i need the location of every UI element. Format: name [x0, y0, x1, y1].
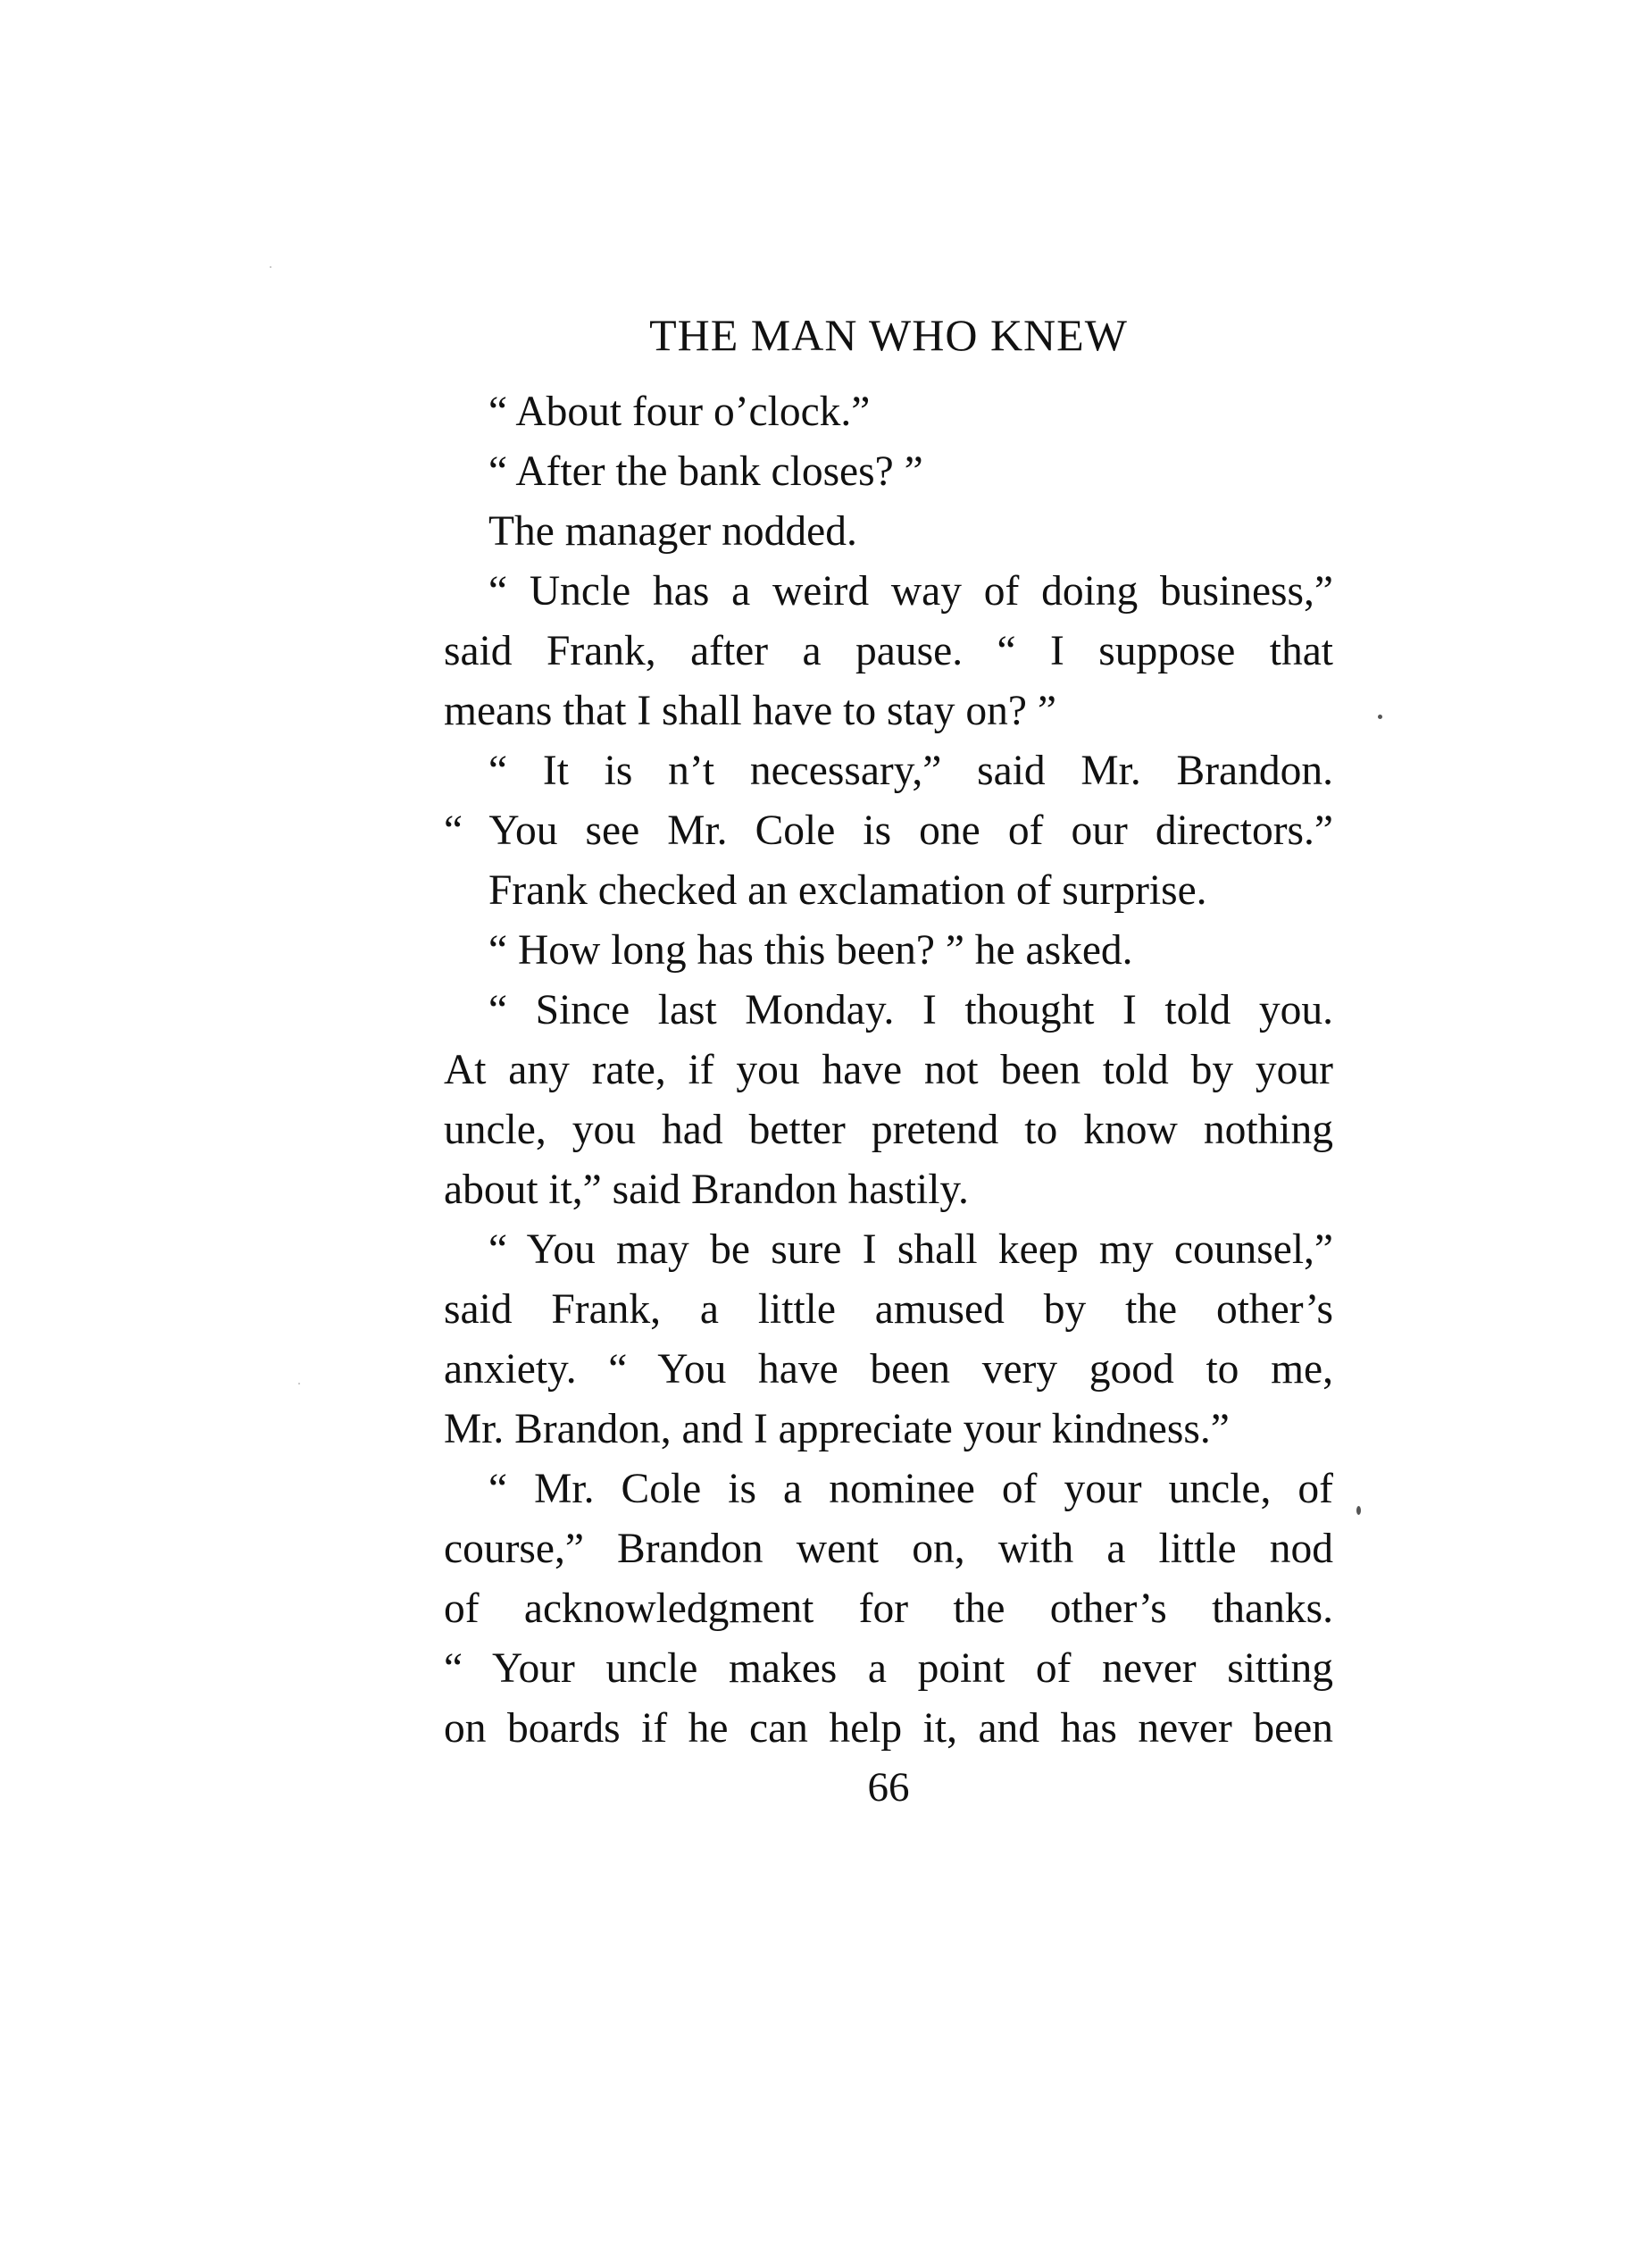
text-line: Mr. Brandon, and I appreciate your kindness.” — [444, 1406, 1230, 1452]
text-line: uncle, you had better pretend to know nothing — [444, 1107, 1333, 1153]
page-number: 66 — [867, 1764, 910, 1811]
text-line: “ After the bank closes? ” — [488, 448, 923, 495]
text-line: about it,” said Brandon hastily. — [444, 1167, 969, 1213]
scan-speck — [298, 1383, 300, 1384]
text-line: At any rate, if you have not been told by your — [444, 1047, 1333, 1093]
text-line: “ About four o’clock.” — [488, 389, 871, 435]
text-line: means that I shall have to stay on? ” — [444, 688, 1056, 734]
text-line: said Frank, after a pause. “ I suppose that — [444, 628, 1333, 674]
scan-speck — [1356, 1506, 1361, 1515]
text-line: of acknowledgment for the other’s thanks. — [444, 1585, 1333, 1632]
text-line: “ Your uncle makes a point of never sitting — [444, 1645, 1333, 1692]
text-line: anxiety. “ You have been very good to me, — [444, 1346, 1333, 1393]
text-line: “ You may be sure I shall keep my counsel,” — [488, 1226, 1333, 1273]
text-line: on boards if he can help it, and has never been — [444, 1705, 1333, 1752]
text-line: course,” Brandon went on, with a little nod — [444, 1526, 1333, 1572]
text-line: “ Since last Monday. I thought I told you. — [488, 987, 1333, 1033]
text-line: The manager nodded. — [488, 508, 857, 555]
text-line: “ Uncle has a weird way of doing business,” — [488, 568, 1333, 615]
text-line: “ You see Mr. Cole is one of our directors.” — [444, 807, 1333, 854]
text-line: “ It is n’t necessary,” said Mr. Brandon. — [488, 748, 1333, 794]
scan-speck — [270, 266, 271, 268]
running-head: THE MAN WHO KNEW — [649, 310, 1128, 360]
text-line: “ Mr. Cole is a nominee of your uncle, of — [488, 1466, 1333, 1512]
text-line: said Frank, a little amused by the other’s — [444, 1286, 1333, 1333]
text-line: Frank checked an exclamation of surprise. — [488, 867, 1207, 914]
scan-speck — [1378, 715, 1382, 719]
body-text — [444, 382, 1333, 1759]
text-line: “ How long has this been? ” he asked. — [488, 927, 1133, 974]
